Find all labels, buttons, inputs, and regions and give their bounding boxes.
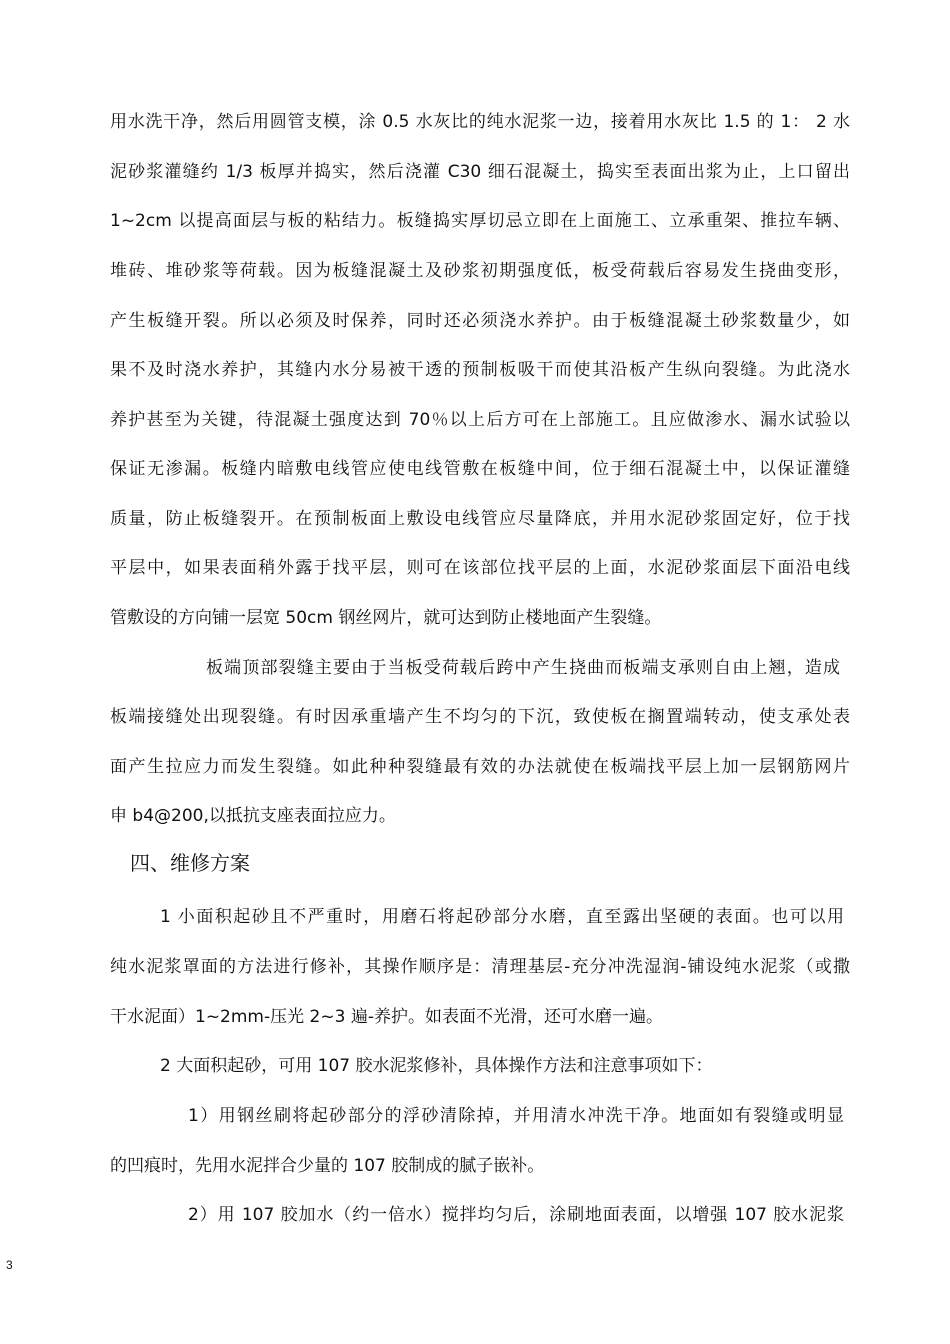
- text-line: 干水泥面）1~2mm-压光 2~3 遍-养护。如表面不光滑，还可水磨一遍。: [110, 1007, 663, 1027]
- text-line: 产生板缝开裂。所以必须及时保养，同时还必须浇水养护。由于板缝混凝土砂浆数量少，如: [110, 311, 850, 331]
- text-line: 堆砖、堆砂浆等荷载。因为板缝混凝土及砂浆初期强度低，板受荷载后容易发生挠曲变形，: [110, 261, 850, 281]
- text-line: 1）用钢丝刷将起砂部分的浮砂清除掉，并用清水冲洗干净。地面如有裂缝或明显: [188, 1106, 844, 1126]
- text-line: 面产生拉应力而发生裂缝。如此种种裂缝最有效的办法就使在板端找平层上加一层钢筋网片: [110, 757, 850, 777]
- text-line: 板端顶部裂缝主要由于当板受荷载后跨中产生挠曲而板端支承则自由上翘，造成: [206, 658, 840, 678]
- text-line: 2 大面积起砂，可用 107 胶水泥浆修补，具体操作方法和注意事项如下：: [160, 1056, 713, 1076]
- page-number: 3: [6, 1258, 13, 1272]
- section-heading: 四、维修方案: [130, 851, 250, 875]
- text-line: 1 小面积起砂且不严重时，用磨石将起砂部分水磨，直至露出坚硬的表面。也可以用: [160, 907, 844, 927]
- text-line: 纯水泥浆罩面的方法进行修补，其操作顺序是：清理基层-充分冲洗湿润-铺设纯水泥浆（或撒: [110, 957, 850, 977]
- text-line: 质量，防止板缝裂开。在预制板面上敷设电线管应尽量降底，并用水泥砂浆固定好，位于找: [110, 509, 850, 529]
- text-line: 2）用 107 胶加水（约一倍水）搅拌均匀后，涂刷地面表面，以增强 107 胶水泥浆: [188, 1205, 844, 1225]
- text-line: 果不及时浇水养护，其缝内水分易被干透的预制板吸干而使其沿板产生纵向裂缝。为此浇水: [110, 360, 850, 380]
- text-line: 保证无渗漏。板缝内暗敷电线管应使电线管敷在板缝中间，位于细石混凝土中，以保证灌缝: [110, 459, 850, 479]
- text-line: 申 b4@200,以抵抗支座表面拉应力。: [110, 806, 396, 826]
- text-line: 泥砂浆灌缝约 1/3 板厚并捣实，然后浇灌 C30 细石混凝土，捣实至表面出浆为止，上口留出: [110, 162, 850, 182]
- text-line: 管敷设的方向铺一层宽 50cm 钢丝网片，就可达到防止楼地面产生裂缝。: [110, 608, 662, 628]
- text-line: 平层中，如果表面稍外露于找平层，则可在该部位找平层的上面，水泥砂浆面层下面沿电线: [110, 558, 850, 578]
- text-line: 的凹痕时，先用水泥拌合少量的 107 胶制成的腻子嵌补。: [110, 1156, 545, 1176]
- text-line: 板端接缝处出现裂缝。有时因承重墙产生不均匀的下沉，致使板在搁置端转动，使支承处表: [110, 707, 850, 727]
- text-line: 1~2cm 以提高面层与板的粘结力。板缝捣实厚切忌立即在上面施工、立承重架、推拉车辆、: [110, 211, 850, 231]
- text-line: 养护甚至为关键，待混凝土强度达到 70％以上后方可在上部施工。且应做渗水、漏水试验以: [110, 410, 850, 430]
- text-line: 用水洗干净，然后用圆管支模，涂 0.5 水灰比的纯水泥浆一边，接着用水灰比 1.5 的 1： 2 水: [110, 112, 850, 132]
